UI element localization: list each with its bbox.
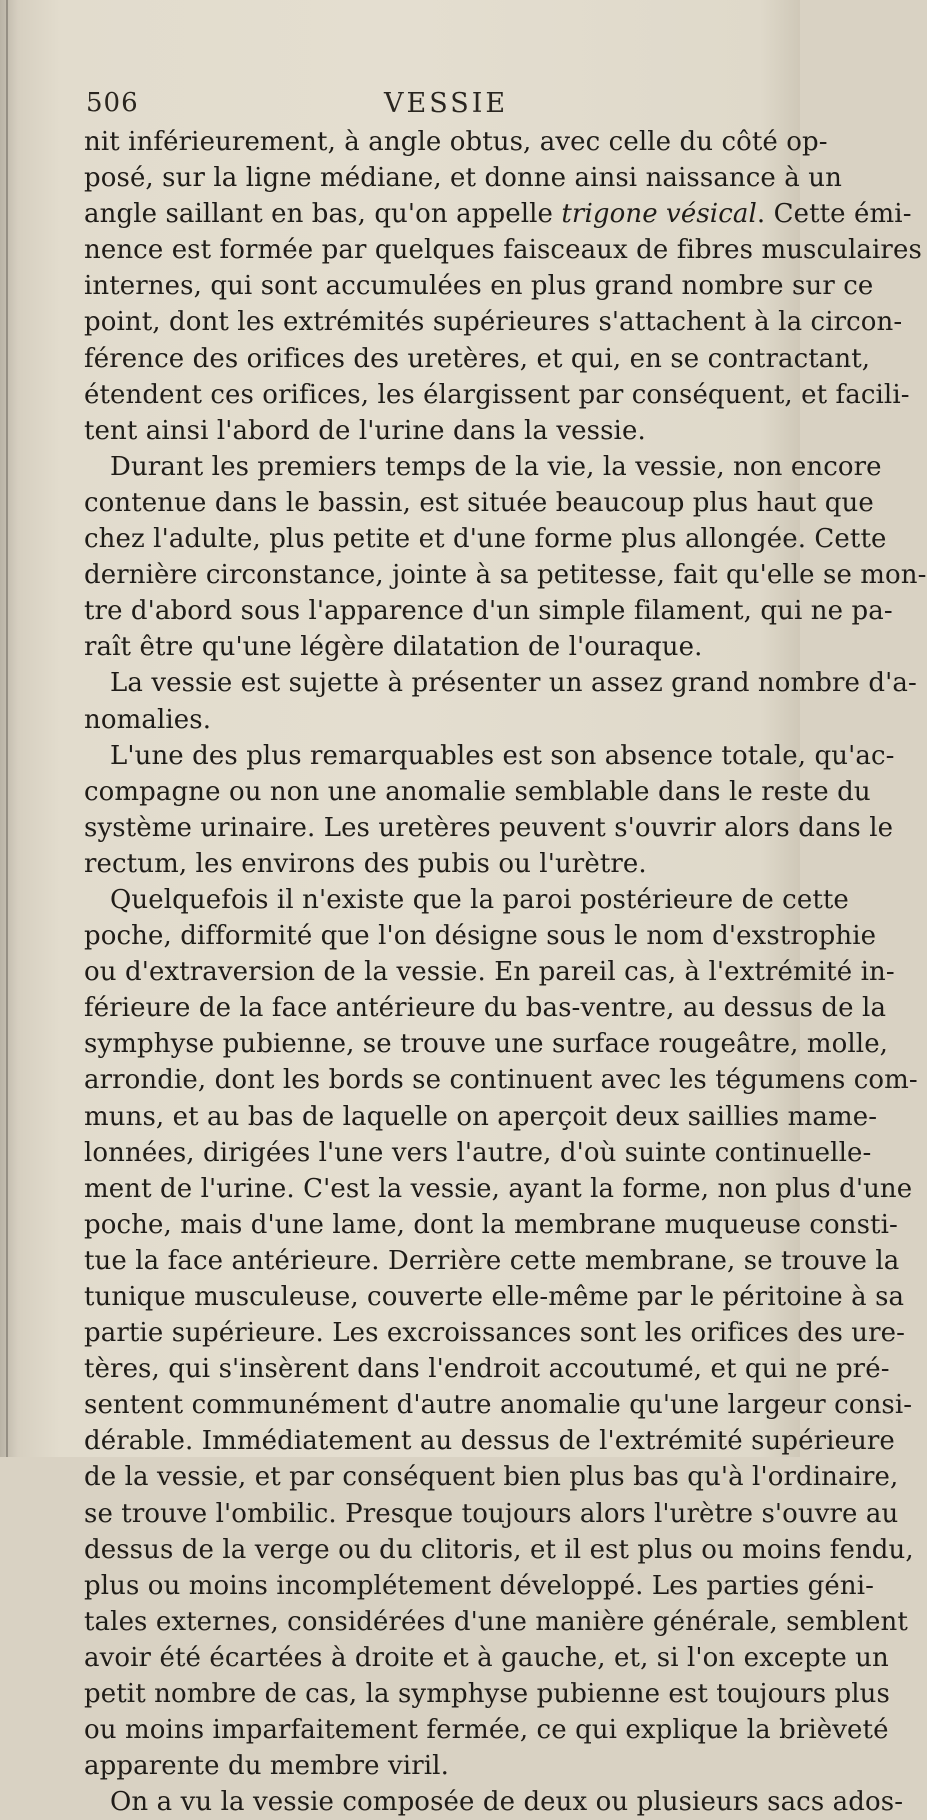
text-line: férieure de la face antérieure du bas-ventre, au dessus de la	[84, 993, 887, 1024]
text-line: muns, et au bas de laquelle on aperçoit deux saillies mame-	[84, 1101, 878, 1132]
page-header	[86, 88, 776, 128]
text-line: raît être qu'une légère dilatation de l'ouraque.	[84, 632, 703, 663]
text-line: petit nombre de cas, la symphyse pubienne est toujours plus	[84, 1679, 890, 1710]
text-line: nit inférieurement, à angle obtus, avec celle du côté op-	[84, 127, 828, 157]
text-line: partie supérieure. Les excroissances sont les orifices des ure-	[84, 1318, 906, 1349]
text-line: tent ainsi l'abord de l'urine dans la vessie.	[84, 415, 646, 446]
text-line: tunique musculeuse, couverte elle-même par le péritoine à sa	[84, 1282, 905, 1312]
text-line: plus ou moins incomplétement développé. Les parties géni-	[84, 1570, 875, 1601]
running-head: VESSIE	[384, 88, 509, 119]
text-line: angle saillant en bas, qu'on appelle trigone vésical. Cette émi-	[84, 199, 912, 230]
text-line: dessus de la verge ou du clitoris, et il est plus ou moins fendu,	[84, 1534, 914, 1565]
text-line: de la vessie, et par conséquent bien plus bas qu'à l'ordinaire,	[84, 1462, 899, 1493]
text-line: internes, qui sont accumulées en plus grand nombre sur ce	[84, 271, 874, 302]
text-line: férence des orifices des uretères, et qui, en se contractant,	[84, 343, 871, 374]
page-number: 506	[86, 88, 139, 118]
text-line: avoir été écartées à droite et à gauche, et, si l'on excepte un	[84, 1642, 889, 1673]
text-line: sentent communément d'autre anomalie qu'une largeur consi-	[84, 1390, 913, 1421]
text-line: apparente du membre viril.	[84, 1751, 449, 1782]
text-line: chez l'adulte, plus petite et d'une forme plus allongée. Cette	[84, 524, 887, 555]
text-line: dérable. Immédiatement au dessus de l'extrémité supérieure	[84, 1426, 895, 1457]
text-line: On a vu la vessie composée de deux ou plusieurs sacs ados-	[110, 1787, 904, 1818]
text-line: tères, qui s'insèrent dans l'endroit accoutumé, et qui ne pré-	[84, 1354, 890, 1385]
text-line: ou d'extraversion de la vessie. En pareil cas, à l'extrémité in-	[84, 957, 895, 988]
text-line: tre d'abord sous l'apparence d'un simple filament, qui ne pa-	[84, 596, 893, 627]
text-line: tue la face antérieure. Derrière cette membrane, se trouve la	[84, 1245, 900, 1276]
text-line: se trouve l'ombilic. Presque toujours alors l'urètre s'ouvre au	[84, 1498, 899, 1529]
text-line: poche, difformité que l'on désigne sous le nom d'exstrophie	[84, 921, 877, 952]
text-line: L'une des plus remarquables est son absence totale, qu'ac-	[110, 740, 895, 771]
text-line: symphyse pubienne, se trouve une surface rougeâtre, molle,	[84, 1029, 889, 1060]
text-line: contenue dans le bassin, est située beaucoup plus haut que	[84, 487, 874, 518]
text-line: arrondie, dont les bords se continuent avec les tégumens com-	[84, 1065, 918, 1096]
text-line: posé, sur la ligne médiane, et donne ainsi naissance à un	[84, 163, 842, 194]
text-line: nence est formée par quelques faisceaux de fibres musculaires	[84, 235, 922, 266]
text-line: compagne ou non une anomalie semblable dans le reste du	[84, 776, 871, 807]
text-line: dernière circonstance, jointe à sa petitesse, fait qu'elle se mon-	[84, 560, 927, 591]
text-line: La vessie est sujette à présenter un assez grand nombre d'a-	[110, 668, 917, 699]
text-line: système urinaire. Les uretères peuvent s'ouvrir alors dans le	[84, 812, 894, 843]
text-line: nomalies.	[84, 704, 212, 735]
body-text	[84, 124, 927, 1820]
text-line: Durant les premiers temps de la vie, la vessie, non encore	[110, 451, 882, 482]
page-gutter-edge	[6, 0, 8, 1457]
text-line: rectum, les environs des pubis ou l'urètre.	[84, 848, 647, 879]
text-line: ou moins imparfaitement fermée, ce qui explique la brièveté	[84, 1715, 889, 1746]
text-line: poche, mais d'une lame, dont la membrane muqueuse consti-	[84, 1209, 898, 1240]
text-line: Quelquefois il n'existe que la paroi postérieure de cette	[110, 884, 849, 915]
text-line: lonnées, dirigées l'une vers l'autre, d'où suinte continuelle-	[84, 1137, 872, 1168]
text-line: ment de l'urine. C'est la vessie, ayant la forme, non plus d'une	[84, 1173, 913, 1204]
text-line: tales externes, considérées d'une manière générale, semblent	[84, 1606, 908, 1637]
text-line: étendent ces orifices, les élargissent par conséquent, et facili-	[84, 379, 910, 410]
text-line: point, dont les extrémités supérieures s'attachent à la circon-	[84, 307, 903, 338]
